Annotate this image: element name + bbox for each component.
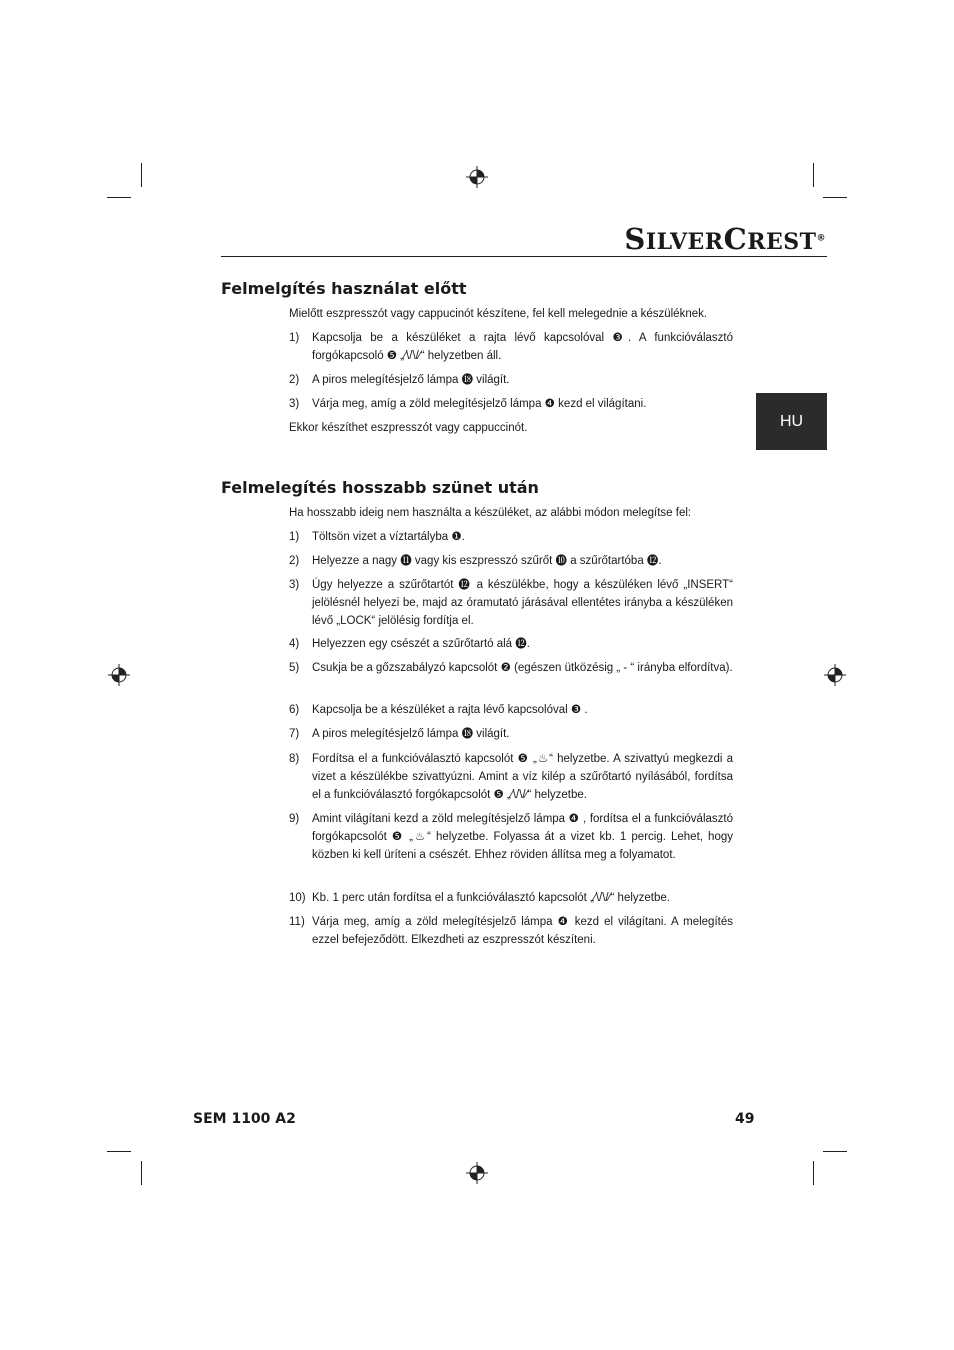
list-text: Kapcsolja be a készüléket a rajta lévő kapcsolóval ❸ .	[312, 704, 588, 716]
list-item	[289, 371, 733, 389]
list-item	[289, 659, 733, 677]
list-text: A piros melegítésjelző lámpa ⓲ világít.	[312, 728, 510, 740]
list-number: 10)	[289, 892, 306, 904]
language-tab: HU	[756, 393, 827, 450]
list-number: 3)	[289, 398, 300, 410]
brand-logo-text: REST	[747, 229, 817, 255]
list-number: 2)	[289, 555, 300, 567]
crop-mark	[107, 1151, 131, 1152]
list-item	[289, 810, 733, 864]
list-text: Amint világítani kezd a zöld melegítésjelző lámpa ❹ , fordítsa el a funkcióválasztó forgókapcsolót ❺ „♨“ helyzetbe. Folyassa át a vizet kb. 1 percig. Lehet, hogy közben ki kell üríteni a csészét. Ehhez röviden állítsa meg a folyamatot.	[312, 813, 733, 861]
crop-mark	[141, 163, 142, 187]
list-number: 9)	[289, 813, 300, 825]
crop-mark	[141, 1161, 142, 1185]
list-item	[289, 750, 733, 804]
list-item	[289, 576, 733, 630]
list-number: 4)	[289, 638, 300, 650]
list-text: Várja meg, amíg a zöld melegítésjelző lámpa ❹ kezd el világítani.	[312, 398, 647, 410]
registration-mark-icon	[466, 166, 488, 188]
section-intro: Mielőtt eszpresszót vagy cappucinót készítene, fel kell melegednie a készüléknek.	[289, 308, 708, 320]
list-number: 5)	[289, 662, 300, 674]
header-rule	[221, 256, 827, 257]
list-text: Fordítsa el a funkcióválasztó kapcsolót ❺ „♨“ helyzetbe. A szivattyú megkezdi a vizet a készülékbe szivattyúzni. Amint a víz kilép a szűrőtartó nyílásából, fordítsa el a funkcióválasztó forgókapcsolót ❺ „⁄\/\/⁄“ helyzetbe.	[312, 753, 733, 801]
list-item	[289, 528, 733, 546]
list-number: 1)	[289, 332, 300, 344]
crop-mark	[823, 1151, 847, 1152]
registration-mark-icon	[824, 664, 846, 686]
list-number: 11)	[289, 916, 305, 928]
registered-mark: ®	[816, 233, 826, 244]
crop-mark	[107, 197, 131, 198]
list-item	[289, 701, 733, 719]
list-text: Kb. 1 perc után fordítsa el a funkcióválasztó kapcsolót „⁄\/\/⁄“ helyzetbe.	[312, 892, 670, 904]
list-text: Kapcsolja be a készüléket a rajta lévő kapcsolóval ❸. A funkcióválasztó forgókapcsoló ❺ „⁄\/\/⁄“ helyzetben áll.	[312, 332, 733, 362]
list-number: 3)	[289, 579, 300, 591]
list-text: A piros melegítésjelző lámpa ⓲ világít.	[312, 374, 510, 386]
brand-logo-letter: C	[723, 222, 748, 256]
list-item	[289, 889, 733, 907]
list-text: Várja meg, amíg a zöld melegítésjelző lámpa ❹ kezd el világítani. A melegítés ezzel befejeződött. Elkezdheti az eszpresszót készíteni.	[312, 916, 733, 946]
registration-mark-icon	[466, 1162, 488, 1184]
list-number: 2)	[289, 374, 300, 386]
list-number: 6)	[289, 704, 300, 716]
brand-logo	[624, 222, 826, 256]
section-title: Felmelegítés hosszabb szünet után	[221, 478, 539, 497]
list-item	[289, 395, 733, 413]
list-text: Helyezzen egy csészét a szűrőtartó alá ⓬.	[312, 638, 530, 650]
section-title: Felmelgítés használat előtt	[221, 279, 467, 298]
list-item	[289, 329, 733, 365]
list-item	[289, 725, 733, 743]
list-text: Csukja be a gőzszabályzó kapcsolót ❷ (egészen ütközésig „ - “ irányba elfordítva).	[312, 662, 733, 674]
list-item	[289, 552, 733, 570]
registration-mark-icon	[108, 664, 130, 686]
page-number: 49	[735, 1111, 755, 1127]
brand-logo-letter: S	[624, 222, 646, 256]
crop-mark	[823, 197, 847, 198]
crop-mark	[813, 1161, 814, 1185]
section-outro: Ekkor készíthet eszpresszót vagy cappuccinót.	[289, 422, 528, 434]
list-number: 8)	[289, 753, 300, 765]
list-text: Úgy helyezze a szűrőtartót ⓬ a készülékbe, hogy a készüléken lévő „INSERT“ jelölésnél helyezi be, majd az óramutató járásával ellentétes irányba a készüléken lévő „LOCK“ jelölésig fordítja el.	[312, 579, 733, 627]
list-number: 1)	[289, 531, 300, 543]
list-item	[289, 913, 733, 949]
list-number: 7)	[289, 728, 300, 740]
section-intro: Ha hosszabb ideig nem használta a készüléket, az alábbi módon melegítse fel:	[289, 507, 692, 519]
list-item	[289, 635, 733, 653]
footer-model: SEM 1100 A2	[193, 1111, 296, 1127]
list-text: Töltsön vizet a víztartályba ❶.	[312, 531, 465, 543]
crop-mark	[813, 163, 814, 187]
list-text: Helyezze a nagy ⓫ vagy kis eszpresszó szűrőt ❿ a szűrőtartóba ⓬.	[312, 555, 662, 567]
brand-logo-text: ILVER	[645, 229, 724, 255]
